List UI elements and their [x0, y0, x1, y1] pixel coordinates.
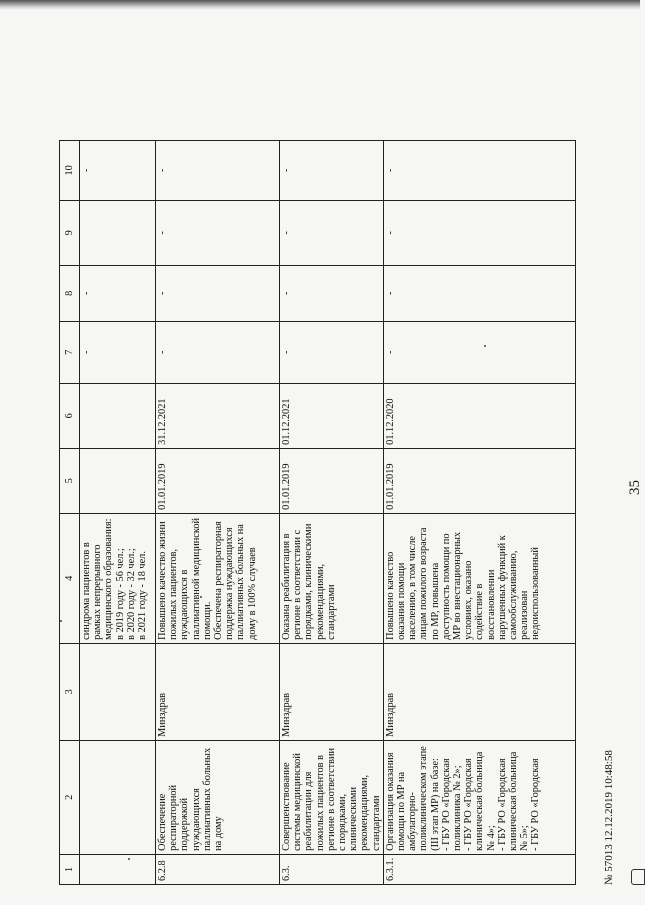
value-cell: -: [280, 200, 384, 265]
executor-cell: [80, 643, 156, 740]
value-cell: -: [156, 200, 280, 265]
end-date-cell: 31.12.2021: [156, 383, 280, 448]
result-cell: синдрома пациентов в рамках непрерывного медицинского образования: в 2019 году - 56 чел.; в 2020 году - 32 чел.; в 2021 году - 18 чел.: [80, 513, 156, 643]
column-number: 9: [60, 200, 80, 265]
column-number: 6: [60, 383, 80, 448]
column-number: 1: [60, 854, 80, 884]
table-row: [383, 140, 575, 884]
activity-cell: [80, 740, 156, 854]
start-date-cell: [80, 448, 156, 513]
start-date-cell: 01.01.2019: [156, 448, 280, 513]
table-row: [80, 140, 156, 884]
row-number-cell: 6.2.8: [156, 854, 280, 884]
row-number-cell: [80, 854, 156, 884]
activity-cell: Обеспечение респираторной поддержкой нуждающихся паллиативных больных на дому: [156, 740, 280, 854]
start-date-cell: 01.01.2019: [383, 448, 575, 513]
value-cell: -: [280, 265, 384, 321]
stamp-icon: [631, 869, 645, 885]
value-cell: [80, 200, 156, 265]
end-date-cell: [80, 383, 156, 448]
executor-cell: Минздрав: [280, 643, 384, 740]
value-cell: -: [156, 321, 280, 383]
value-cell: -: [383, 321, 575, 383]
start-date-cell: 01.01.2019: [280, 448, 384, 513]
activity-cell: Совершенствование системы медицинской реабилитации для пожилых пациентов в регионе в соответствии с порядками, клиническими рекомендациями, стандартами: [280, 740, 384, 854]
activity-cell: Организация оказания помощи по МР на амбулаторно-поликлиническом этапе (III этап МР) на базе: - ГБУ РО «Городская поликлиника № 2»; - ГБУ РО «Городская клиническая больница № 4»; - ГБУ РО «Городская клиническая больница № 5»; - ГБУ РО «Городская: [383, 740, 575, 854]
table-row: [156, 140, 280, 884]
executor-cell: Минздрав: [383, 643, 575, 740]
value-cell: -: [80, 321, 156, 383]
column-number: 7: [60, 321, 80, 383]
column-number: 3: [60, 643, 80, 740]
value-cell: -: [383, 200, 575, 265]
document-footer: № 57013 12.12.2019 10:48:58: [603, 750, 615, 885]
page-number: 35: [627, 480, 643, 495]
plan-table: [59, 140, 576, 885]
result-cell: Оказана реабилитация в регионе в соответствии с порядками, клиническими рекомендациями, стандартами: [280, 513, 384, 643]
row-number-cell: 6.3.: [280, 854, 384, 884]
result-cell: Повышено качество оказания помощи населению, в том числе лицам пожилого возраста по МР, повышена доступность помощи по МР во внестационарных условиях, оказано содействие в восстановлении нарушенных функций к самообслуживанию, реализован недоиспользованный: [383, 513, 575, 643]
value-cell: -: [383, 140, 575, 200]
value-cell: -: [383, 265, 575, 321]
end-date-cell: 01.12.2021: [280, 383, 384, 448]
value-cell: -: [80, 265, 156, 321]
column-number: 4: [60, 513, 80, 643]
end-date-cell: 01.12.2020: [383, 383, 575, 448]
executor-cell: Минздрав: [156, 643, 280, 740]
value-cell: -: [156, 265, 280, 321]
table-row: [280, 140, 384, 884]
column-number-row: [60, 140, 80, 884]
result-cell: Повышено качество жизни пожилых пациентов, нуждающихся в паллиативной медицинской помощи. Обеспечена респираторная поддержка нуждающихся паллиативных больных на дому в 100% случаев: [156, 513, 280, 643]
column-number: 10: [60, 140, 80, 200]
column-number: 8: [60, 265, 80, 321]
scan-edge: [0, 0, 640, 10]
column-number: 5: [60, 448, 80, 513]
value-cell: -: [156, 140, 280, 200]
value-cell: -: [80, 140, 156, 200]
value-cell: -: [280, 321, 384, 383]
row-number-cell: 6.3.1.: [383, 854, 575, 884]
column-number: 2: [60, 740, 80, 854]
value-cell: -: [280, 140, 384, 200]
rotated-page-content: [59, 38, 643, 885]
